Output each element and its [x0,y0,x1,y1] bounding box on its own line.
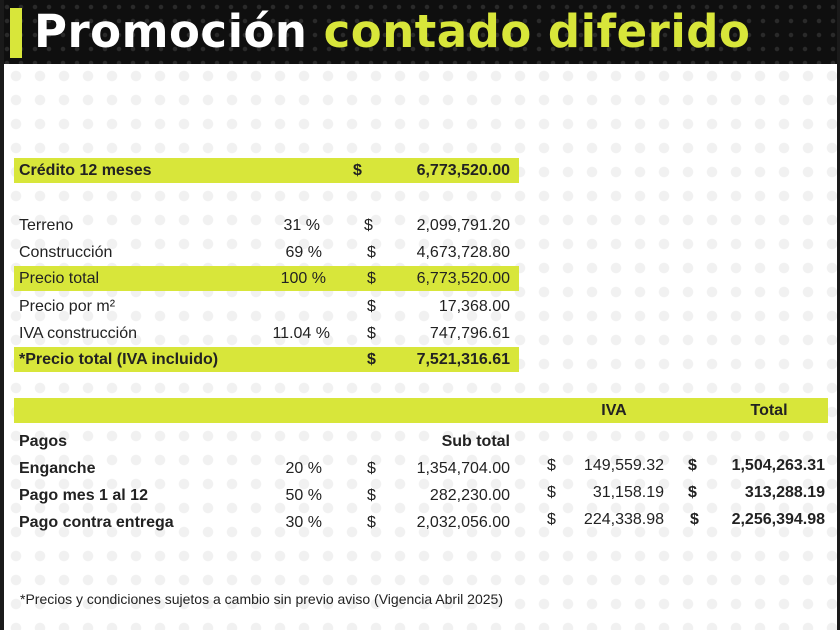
breakdown-currency: $ [367,244,376,261]
breakdown-amount: 17,368.00 [438,298,510,315]
title-part-1: Promoción [34,5,308,58]
breakdown-amount: 7,521,316.61 [416,351,510,368]
iva-column-header: IVA [601,402,627,419]
credit-amount: 6,773,520.00 [416,162,510,179]
payment-iva: 31,158.19 [592,484,664,501]
payment-iva-currency: $ [547,511,556,528]
breakdown-percent: 100 % [280,270,326,287]
payment-subtotal: 1,354,704.00 [416,460,510,477]
payment-currency: $ [367,460,376,477]
breakdown-percent: 11.04 % [272,325,330,342]
payment-total: 1,504,263.31 [731,457,825,474]
payment-iva-currency: $ [547,457,556,474]
breakdown-currency: $ [364,217,373,234]
breakdown-label: IVA construcción [19,325,137,342]
payment-total: 2,256,394.98 [731,511,825,528]
breakdown-label: Precio total [19,270,100,287]
payment-percent: 30 % [285,514,322,531]
payment-iva: 224,338.98 [583,511,664,528]
payment-total-currency: $ [688,484,697,501]
breakdown-percent: 31 % [283,217,320,234]
payments-header-band [14,398,828,423]
content-area [4,64,837,630]
breakdown-currency: $ [367,351,376,368]
breakdown-amount: 747,796.61 [429,325,510,342]
credit-label: Crédito 12 meses [19,162,152,179]
payment-currency: $ [367,514,376,531]
breakdown-label: Construcción [19,244,113,261]
payment-total-currency: $ [688,457,697,474]
payment-percent: 20 % [285,460,322,477]
payment-label: Pago mes 1 al 12 [19,487,148,504]
payment-currency: $ [367,487,376,504]
payment-total-currency: $ [690,511,699,528]
payment-label: Pago contra entrega [19,514,174,531]
payment-total: 313,288.19 [744,484,825,501]
page-title [34,4,750,60]
payment-percent: 50 % [285,487,322,504]
breakdown-currency: $ [367,298,376,315]
credit-currency: $ [353,162,362,179]
payment-subtotal: 282,230.00 [429,487,510,504]
payment-label: Enganche [19,460,96,477]
breakdown-amount: 4,673,728.80 [416,244,510,261]
breakdown-label: Precio por m² [19,298,116,315]
breakdown-currency: $ [367,270,376,287]
breakdown-currency: $ [367,325,376,342]
payment-iva: 149,559.32 [583,457,664,474]
breakdown-amount: 2,099,791.20 [416,217,510,234]
title-part-2: contado diferido [323,5,751,58]
payment-subtotal: 2,032,056.00 [416,514,510,531]
footnote: *Precios y condiciones sujetos a cambio sin previo aviso (Vigencia Abril 2025) [20,591,503,607]
breakdown-label: *Precio total (IVA incluido) [19,351,219,368]
total-column-header: Total [750,402,788,419]
header-banner [0,0,840,64]
header-accent-bar [10,8,22,58]
breakdown-amount: 6,773,520.00 [416,270,510,287]
subtotal-column-header: Sub total [441,433,510,450]
payments-label: Pagos [19,433,68,450]
breakdown-percent: 69 % [285,244,322,261]
payment-iva-currency: $ [547,484,556,501]
breakdown-label: Terreno [19,217,74,234]
